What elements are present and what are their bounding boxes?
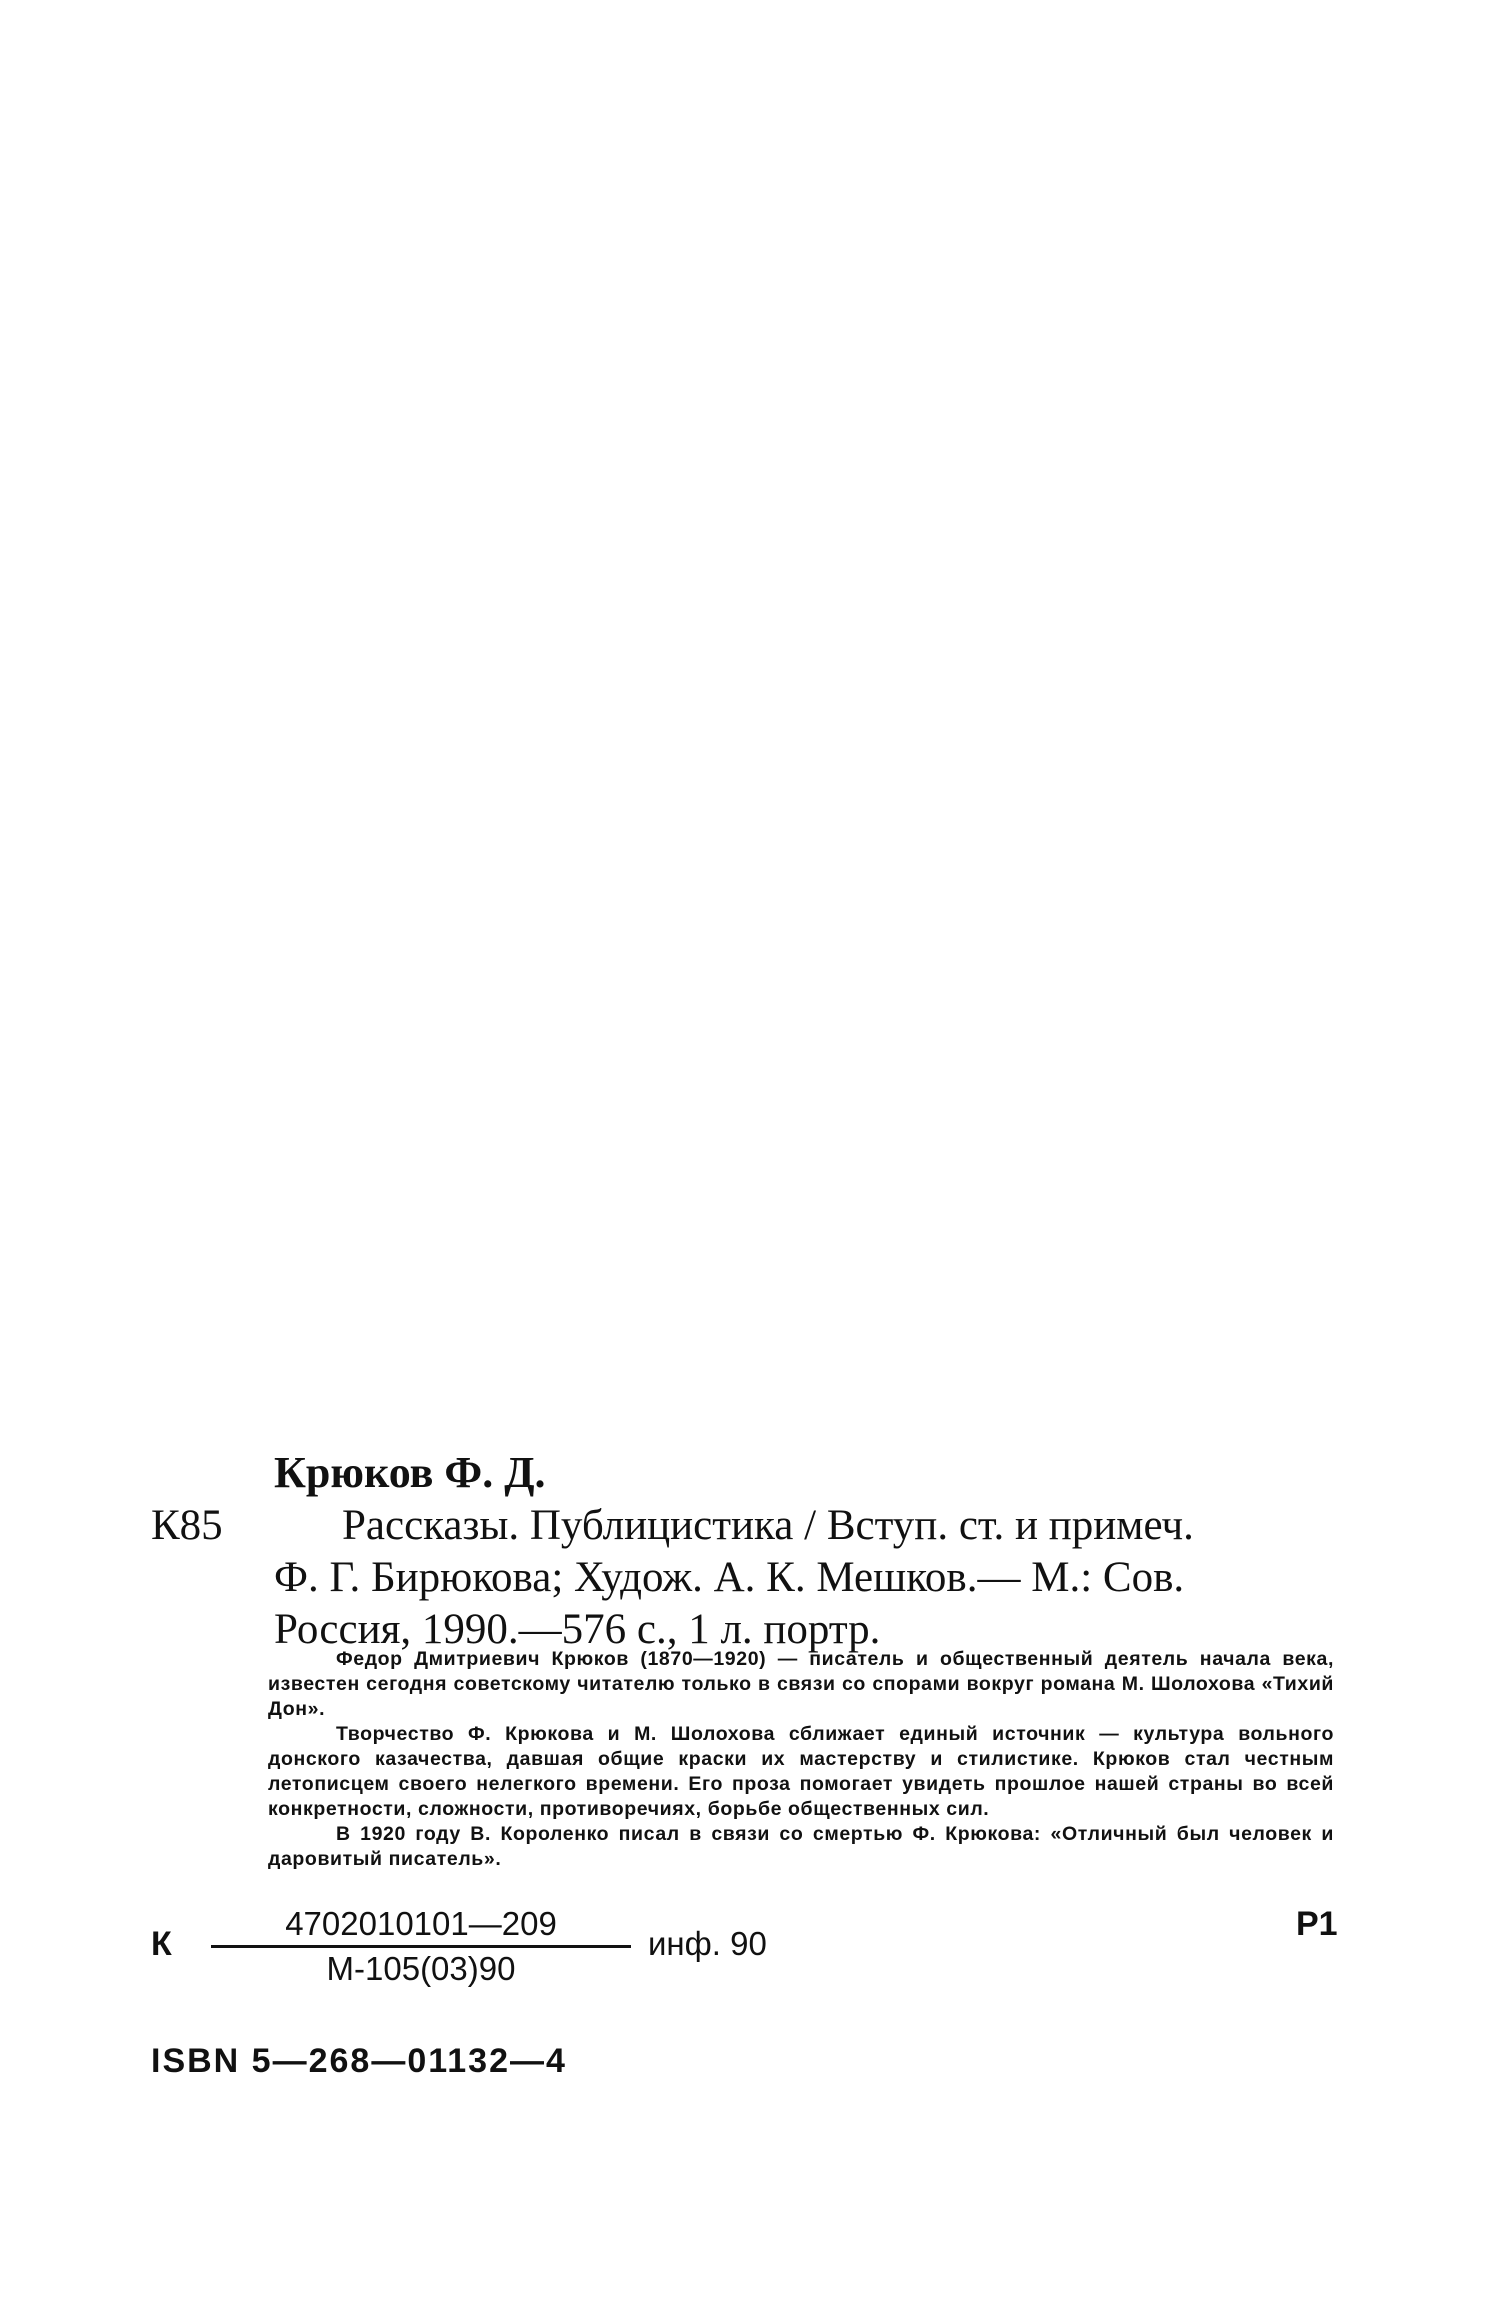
price-code-info: инф. 90 xyxy=(648,1925,767,1962)
annotation-paragraph: Творчество Ф. Крюкова и М. Шолохова сближает единый источник — культура вольного донского казачества, давшая общие краски их мастерству и стилистике. Крюков стал честным летописцем своего нелегкого времени. Его проза помогает увидеть прошлое нашей страны во всей конкретности, сложности, противоречиях, борьбе общественных сил. xyxy=(268,1723,1334,1820)
bibliographic-line: Рассказы. Публицистика / Вступ. ст. и примеч. xyxy=(342,1502,1194,1549)
annotation-paragraph: Федор Дмитриевич Крюков (1870—1920) — писатель и общественный деятель начала века, известен сегодня советскому читателю только в связи со спорами вокруг романа М. Шолохова «Тихий Дон». xyxy=(268,1648,1334,1720)
classification-code: Р1 xyxy=(1296,1905,1338,1943)
index-code: К85 xyxy=(151,1502,223,1549)
price-code-numerator: 4702010101—209 xyxy=(211,1905,631,1948)
price-code-block xyxy=(151,1905,1351,1985)
annotation xyxy=(268,1647,1334,1872)
bibliographic-line: Ф. Г. Бирюкова; Худож. А. К. Мешков.— М.: Сов. xyxy=(274,1554,1185,1601)
price-code-letter: К xyxy=(151,1925,172,1963)
bibliographic-line: Россия, 1990.—576 с., 1 л. портр. xyxy=(274,1606,881,1653)
author-heading: Крюков Ф. Д. xyxy=(274,1448,546,1497)
bibliographic-description xyxy=(274,1500,1354,1656)
isbn: ISBN 5—268—01132—4 xyxy=(151,2042,567,2080)
price-code-denominator: М-105(03)90 xyxy=(326,1950,516,1987)
annotation-paragraph: В 1920 году В. Короленко писал в связи со смертью Ф. Крюкова: «Отличный был человек и даровитый писатель». xyxy=(268,1823,1334,1870)
